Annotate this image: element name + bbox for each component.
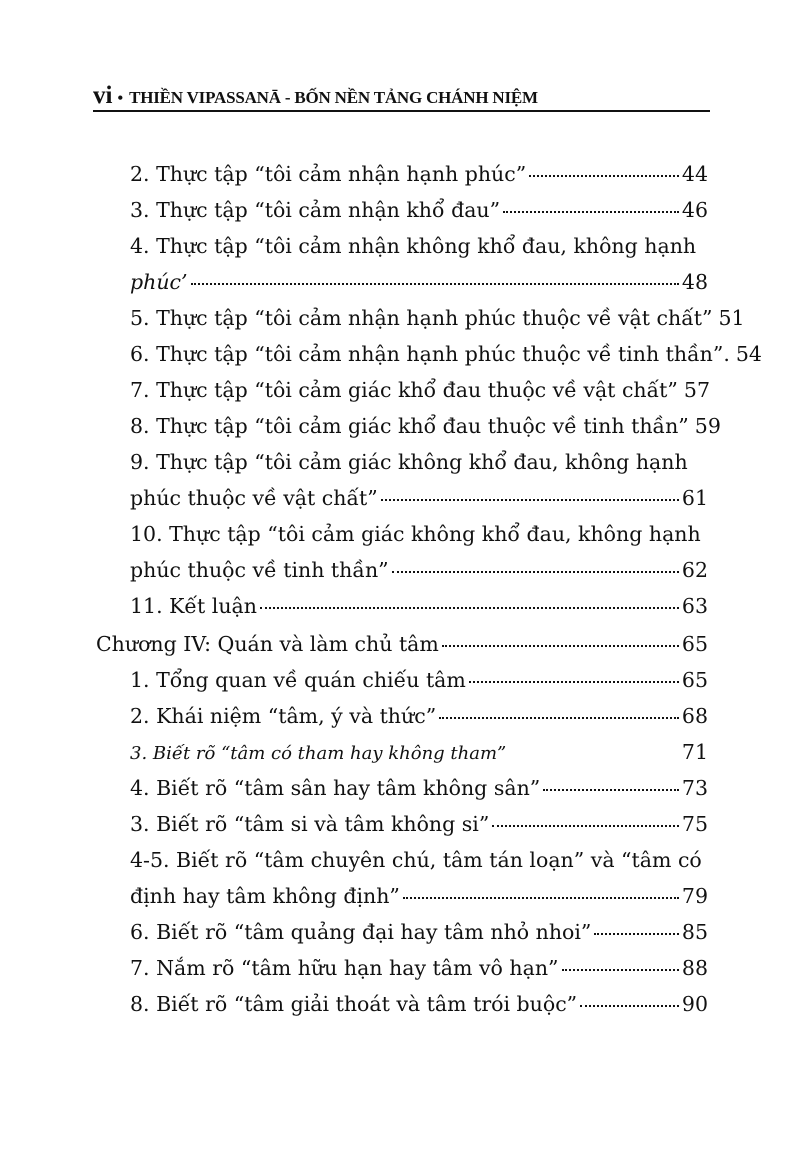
toc-entry-label: 6. Biết rõ “tâm quảng đại hay tâm nhỏ nhoi” [130, 920, 592, 944]
book-title: THIỀN VIPASSANĀ - BỐN NỀN TẢNG CHÁNH NIỆM [129, 88, 538, 107]
dot-leader [562, 969, 679, 971]
toc-entry [130, 372, 708, 408]
page-number: vi [93, 82, 113, 109]
toc-entry-page: 85 [681, 920, 708, 944]
toc-entry [130, 516, 708, 552]
toc-entry-label: phúc’ [130, 270, 188, 294]
dot-leader [492, 825, 679, 827]
toc-entry-label: phúc thuộc về tinh thần” [130, 558, 389, 582]
toc-entry-page: 59 [694, 414, 721, 438]
toc-entry [130, 950, 708, 986]
dot-leader [442, 645, 679, 647]
running-header [93, 82, 710, 112]
toc-entry-label: phúc thuộc về vật chất” [130, 486, 378, 510]
toc-entry-label: 7. Nắm rõ “tâm hữu hạn hay tâm vô hạn” [130, 956, 559, 980]
toc-entry-label: 2. Thực tập “tôi cảm nhận hạnh phúc” [130, 162, 527, 186]
header-separator: • [117, 90, 124, 107]
toc-entry-page: 68 [681, 704, 708, 728]
toc-entry-continuation [130, 264, 708, 300]
dot-leader [469, 681, 679, 683]
toc-entry-page: 73 [681, 776, 708, 800]
toc-entry [130, 770, 708, 806]
dot-leader [392, 571, 679, 573]
toc-entry [130, 444, 708, 480]
toc-entry [130, 734, 708, 770]
toc-entry-page: 65 [681, 668, 708, 692]
dot-leader [403, 897, 679, 899]
toc-entry [130, 300, 745, 336]
dot-leader [191, 283, 679, 285]
dot-leader [543, 789, 679, 791]
toc-entry [130, 662, 708, 698]
toc-entry-page: 79 [681, 884, 708, 908]
toc-entry-continuation [130, 480, 708, 516]
toc-entry-label: 10. Thực tập “tôi cảm giác không khổ đau, không hạnh [130, 522, 701, 546]
toc-entry-label: 5. Thực tập “tôi cảm nhận hạnh phúc thuộc về vật chất” [130, 306, 713, 330]
toc-entry-page: 44 [681, 162, 708, 186]
toc-entry-page: 51 [718, 306, 745, 330]
toc-chapter-entry [96, 626, 708, 662]
toc-entry-label: 8. Thực tập “tôi cảm giác khổ đau thuộc về tinh thần” [130, 414, 689, 438]
toc-entry [130, 914, 708, 950]
toc-entry-page: 48 [681, 270, 708, 294]
toc-entry-label: định hay tâm không định” [130, 884, 400, 908]
dot-leader [503, 211, 679, 213]
toc-chapter-label: Chương IV: Quán và làm chủ tâm [96, 632, 439, 656]
dot-leader [580, 1005, 679, 1007]
toc-entry-page: 61 [681, 486, 708, 510]
toc-entry-label: 3. Biết rõ “tâm có tham hay không tham” [130, 743, 507, 764]
toc-entry-label: 4. Biết rõ “tâm sân hay tâm không sân” [130, 776, 541, 800]
toc-entry [130, 842, 708, 878]
toc-entry-page: 75 [681, 812, 708, 836]
toc-entry [130, 156, 708, 192]
toc-entry-label: 8. Biết rõ “tâm giải thoát và tâm trói buộc” [130, 992, 578, 1016]
toc-entry-page: 57 [683, 378, 710, 402]
toc-entry-label: 7. Thực tập “tôi cảm giác khổ đau thuộc về vật chất” [130, 378, 678, 402]
toc-entry-label: 9. Thực tập “tôi cảm giác không khổ đau, không hạnh [130, 450, 688, 474]
toc-entry-label: 11. Kết luận [130, 594, 257, 618]
dot-leader [529, 175, 679, 177]
toc-entry [130, 192, 708, 228]
toc-entry [130, 986, 708, 1022]
toc-entry [130, 408, 721, 444]
toc-entry-page: 88 [681, 956, 708, 980]
toc-entry-page: 62 [681, 558, 708, 582]
dot-leader [594, 933, 678, 935]
toc-entry-continuation [130, 552, 708, 588]
toc-entry-label: 2. Khái niệm “tâm, ý và thức” [130, 704, 437, 728]
toc-entry-continuation [130, 878, 708, 914]
dot-leader [381, 499, 679, 501]
toc-entry-page: 54 [735, 342, 762, 366]
dot-leader [439, 717, 679, 719]
toc-entry-page: 90 [681, 992, 708, 1016]
toc-entry [130, 806, 708, 842]
toc-entry-label: 3. Biết rõ “tâm si và tâm không si” [130, 812, 490, 836]
toc-entry [130, 588, 708, 624]
dot-leader [260, 607, 679, 609]
toc-entry-label: 3. Thực tập “tôi cảm nhận khổ đau” [130, 198, 501, 222]
toc-entry-label: 6. Thực tập “tôi cảm nhận hạnh phúc thuộc về tinh thần”. [130, 342, 730, 366]
toc-entry-label: 4. Thực tập “tôi cảm nhận không khổ đau, không hạnh [130, 234, 697, 258]
toc-entry-label: 1. Tổng quan về quán chiếu tâm [130, 668, 466, 692]
toc-entry [130, 336, 762, 372]
toc-entry [130, 698, 708, 734]
toc-entry [130, 228, 708, 264]
toc-entry-page: 63 [681, 594, 708, 618]
toc-entry-page: 65 [681, 632, 708, 656]
toc-entry-page: 46 [681, 198, 708, 222]
toc-entry-label: 4-5. Biết rõ “tâm chuyên chú, tâm tán loạn” và “tâm có [130, 848, 702, 872]
toc-entry-page: 71 [681, 740, 708, 764]
